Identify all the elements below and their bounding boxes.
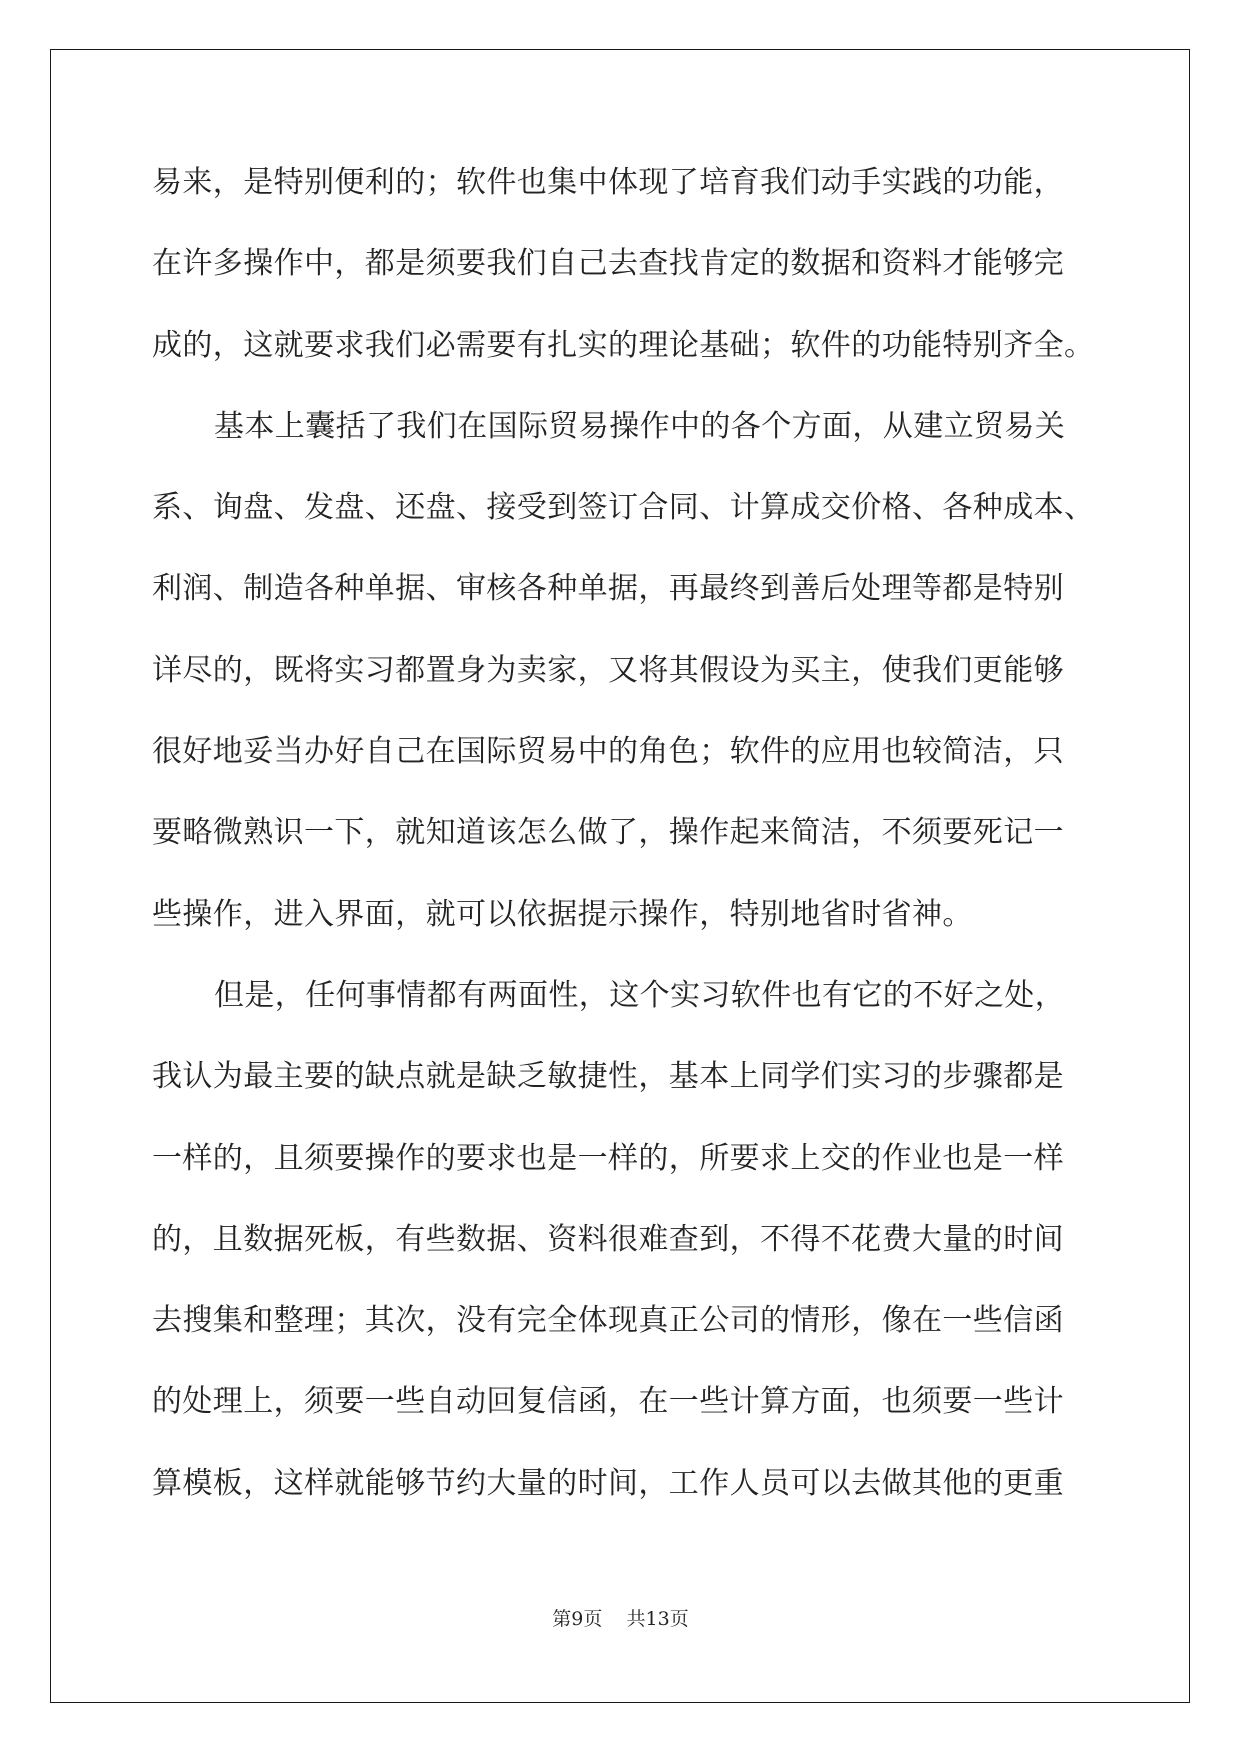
page-number: 第9页 [552,1608,603,1630]
text-line: 要略微熟识一下，就知道该怎么做了，操作起来简洁，不须要死记一 [152,815,1064,851]
paragraph-first-line: 基本上囊括了我们在国际贸易操作中的各个方面，从建立贸易关 [214,408,1066,444]
text-line: 去搜集和整理；其次，没有完全体现真正公司的情形，像在一些信函 [152,1303,1064,1339]
text-line: 很好地妥当办好自己在国际贸易中的角色；软件的应用也较简洁，只 [152,734,1064,770]
page-footer [0,1604,1241,1631]
text-line: 成的，这就要求我们必需要有扎实的理论基础；软件的功能特别齐全。 [152,327,1095,363]
document-body [152,163,1095,1545]
text-line: 易来，是特别便利的；软件也集中体现了培育我们动手实践的功能， [152,165,1064,200]
text-line: 详尽的，既将实习都置身为卖家，又将其假设为买主，使我们更能够 [152,652,1064,688]
text-line: 我认为最主要的缺点就是缺乏敏捷性，基本上同学们实习的步骤都是 [152,1059,1064,1095]
text-line: 些操作，进入界面，就可以依据提示操作，特别地省时省神。 [152,896,973,932]
text-line: 的，且数据死板，有些数据、资料很难查到，不得不花费大量的时间 [152,1221,1064,1257]
text-line: 系、询盘、发盘、还盘、接受到签订合同、计算成交价格、各种成本、 [152,490,1095,526]
paragraph-first-line: 但是，任何事情都有两面性，这个实习软件也有它的不好之处， [214,977,1066,1013]
text-line: 在许多操作中，都是须要我们自己去查找肯定的数据和资料才能够完 [152,246,1064,282]
text-line: 算模板，这样就能够节约大量的时间，工作人员可以去做其他的更重 [152,1465,1064,1501]
text-line: 利润、制造各种单据、审核各种单据，再最终到善后处理等都是特别 [152,571,1064,607]
page-total: 共13页 [626,1608,689,1630]
text-line: 一样的，且须要操作的要求也是一样的，所要求上交的作业也是一样 [152,1140,1064,1176]
text-line: 的处理上，须要一些自动回复信函，在一些计算方面，也须要一些计 [152,1384,1064,1420]
